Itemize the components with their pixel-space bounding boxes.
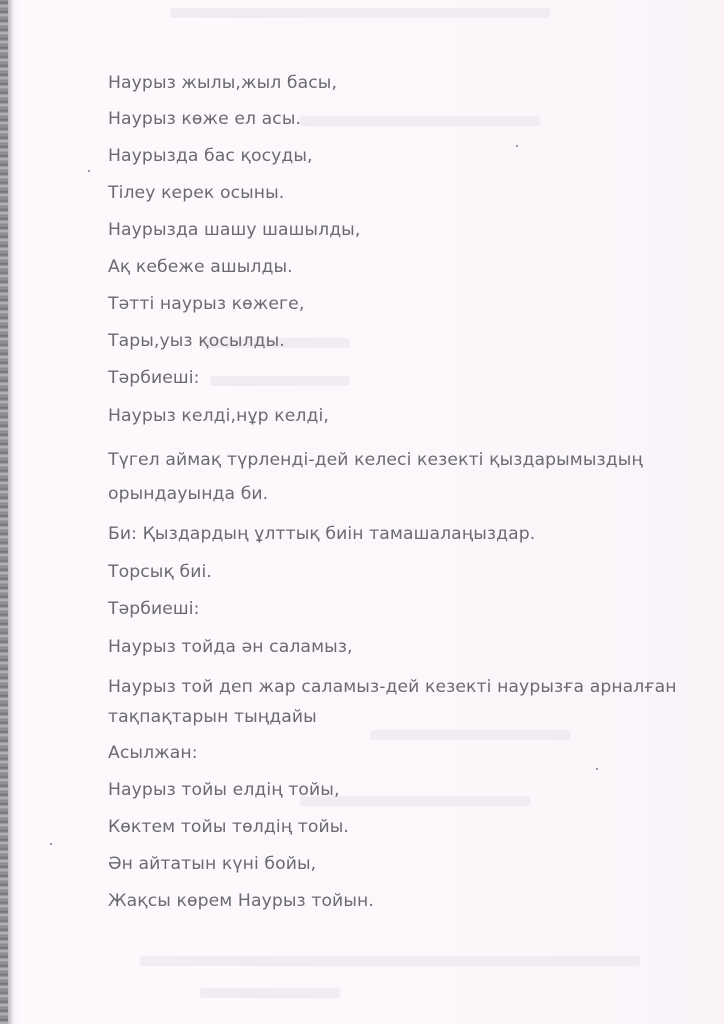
binding-edge <box>0 0 8 1024</box>
text-line: Наурызда шашу шашылды, <box>108 220 361 240</box>
speaker-label: Тәрбиеші: <box>108 599 200 619</box>
text-line: Торсық биі. <box>108 562 212 582</box>
text-line: Тары,уыз қосылды. <box>108 331 285 351</box>
text-line: Наурыз көже ел асы. <box>108 109 302 129</box>
binding-shadow <box>8 0 14 1024</box>
scan-speck <box>88 170 90 172</box>
text-line: Көктем тойы төлдің тойы. <box>108 817 349 837</box>
poem-text <box>108 72 688 912</box>
scan-speck <box>50 843 52 845</box>
bleed-through-mark <box>200 988 340 998</box>
bleed-through-mark <box>170 8 550 18</box>
text-line: Ақ кебеже ашылды. <box>108 257 293 277</box>
text-paragraph: Наурыз той деп жар саламыз-дей кезекті наурызға арналған тақпақтарын тыңдайы <box>108 677 677 727</box>
text-line: Ән айтатын күні бойы, <box>108 854 317 874</box>
text-line: Тәтті наурыз көжеге, <box>108 294 305 314</box>
text-line: Тілеу керек осыны. <box>108 183 285 203</box>
text-line: Наурыз тойда ән саламыз, <box>108 637 353 657</box>
speaker-label: Асылжан: <box>108 743 198 763</box>
text-line: Би: Қыздардың ұлттық биін тамашалаңыздар. <box>108 524 536 544</box>
speaker-label: Тәрбиеші: <box>108 368 200 388</box>
text-line: Жақсы көрем Наурыз тойын. <box>108 891 374 911</box>
bleed-through-mark <box>140 956 640 966</box>
text-line: Наурызда бас қосуды, <box>108 146 313 166</box>
text-line: Наурыз жылы,жыл басы, <box>108 73 338 93</box>
text-paragraph: Түгел аймақ түрленді-дей келесі кезекті қыздарымыздың орындауында би. <box>108 450 643 504</box>
text-line: Наурыз келді,нұр келді, <box>108 406 329 426</box>
text-line: Наурыз тойы елдің тойы, <box>108 780 340 800</box>
